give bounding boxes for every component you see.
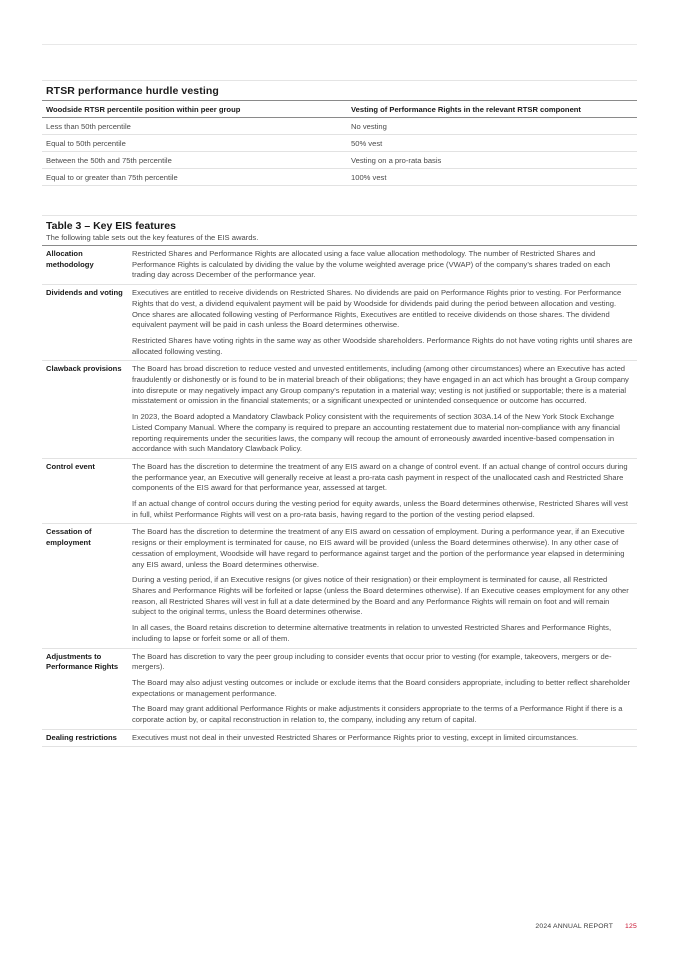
eis-title: Table 3 – Key EIS features — [46, 220, 176, 232]
row-body — [132, 733, 637, 745]
report-name: 2024 ANNUAL REPORT — [535, 923, 613, 930]
eis-row-adjustments — [42, 649, 637, 730]
paragraph: The Board has discretion to vary the peer group including to consider events that occur prior to vesting (for example, takeovers, mergers or de-mergers). — [132, 651, 612, 672]
column-header-vesting: Vesting of Performance Rights in the relevant RTSR component — [347, 101, 637, 118]
paragraph: The Board has the discretion to determine the treatment of any EIS award on cessation of employment. During a performance year, if an Executive resigns or their employment is terminated for cause, no EIS award will be provided (unless the Board determines otherwise). In any other case of cessation of employment, Woodside will have regard to performance against target and the portion of the performance year elapsed in determining any EIS award, unless the Board determines otherwise. — [132, 527, 625, 569]
top-divider — [42, 44, 637, 45]
row-body — [132, 527, 637, 645]
section-divider — [42, 215, 637, 216]
row-body — [132, 364, 637, 456]
row-body — [132, 652, 637, 727]
table-cell: 100% vest — [347, 169, 637, 186]
table-row — [42, 118, 637, 135]
paragraph: If an actual change of control occurs during the vesting period for equity awards, unless the Board determines otherwise, Restricted Shares will vest in full, whilst Performance Rights will vest on a pro-rata basis, having regard to the portion of the vesting period elapsed. — [132, 499, 628, 519]
eis-row-control-event — [42, 459, 637, 525]
table-cell: Less than 50th percentile — [42, 118, 347, 135]
paragraph: Restricted Shares and Performance Rights are allocated using a face value allocation methodology. The number of Restricted Shares and Performance Rights is calculated by dividing the value by the volume weighted average price (VWAP) of the company’s shares traded on each trading day across December of the performance year. — [132, 249, 611, 280]
row-body — [132, 249, 637, 282]
eis-row-clawback — [42, 361, 637, 459]
table-cell: Equal to or greater than 75th percentile — [42, 169, 347, 186]
paragraph: Executives must not deal in their unvested Restricted Shares or Performance Rights prior to vesting, except in limited circumstances. — [132, 732, 579, 742]
rtsr-vesting-section — [42, 80, 637, 186]
eis-features-section — [42, 215, 637, 747]
table-header-row — [42, 101, 637, 118]
table-cell: 50% vest — [347, 135, 637, 152]
row-label: Cessation of employment — [46, 527, 92, 548]
paragraph: In 2023, the Board adopted a Mandatory Clawback Policy consistent with the requirements of section 303A.14 of the New York Stock Exchange Listed Company Manual. Where the company is required to prepare an accounting restatement due to material non-compliance with any financial reporting requirements under the securities laws, the company will recoup the amount of erroneously awarded incentive-based compensation in accordance with such Mandatory Clawback Policy. — [132, 412, 620, 454]
row-label: Control event — [46, 461, 95, 471]
rtsr-table — [42, 101, 637, 186]
row-label: Clawback provisions — [46, 364, 122, 374]
table-row — [42, 169, 637, 186]
row-label: Dealing restrictions — [46, 732, 117, 742]
eis-subtitle: The following table sets out the key features of the EIS awards. — [46, 233, 259, 242]
row-label: Dividends and voting — [46, 288, 123, 298]
row-label: Allocation methodology — [46, 249, 94, 269]
paragraph: The Board has broad discretion to reduce vested and unvested entitlements, including (among other circumstances) where an Executive has acted fraudulently or dishonestly or is found to be in material breach of their obligations; they have engaged in an act which has brought a Group company into disrepute or may negatively impact any Group company’s reputation in a material way; vesting is not justified or supportable; there is a material misstatement or omission in the financial statements; or a significant unexpected or unintended consequence or outcome has occurred. — [132, 364, 629, 406]
row-body — [132, 288, 637, 358]
paragraph: Restricted Shares have voting rights in the same way as other Woodside shareholders. Performance Rights do not have voting rights until shares are allocated following vesting. — [132, 335, 633, 356]
table-row — [42, 135, 637, 152]
eis-row-dividends — [42, 285, 637, 361]
row-label: Adjustments to Performance Rights — [46, 651, 119, 672]
table-cell: Between the 50th and 75th percentile — [42, 152, 347, 169]
rtsr-title: RTSR performance hurdle vesting — [46, 85, 219, 97]
table-cell: Equal to 50th percentile — [42, 135, 347, 152]
eis-row-allocation — [42, 246, 637, 285]
row-body — [132, 462, 637, 522]
paragraph: During a vesting period, if an Executive resigns (or gives notice of their resignation) or their employment is terminated for cause, all Restricted Shares and Performance Rights will be forfeited or lapse (unless the Board determines otherwise). If an Executive ceases employment for any other reason, all Restricted Shares will vest in full at a date determined by the Board and any Performance Rights will remain on foot and will remain subject to the original terms, unless the Board determines otherwise. — [132, 575, 629, 617]
paragraph: The Board has the discretion to determine the treatment of any EIS award on a change of control event. If an actual change of control occurs during the performance year, an Executive will generally receive at least a pro-rata cash payment in respect of the unallocated cash and Restricted Share components of the EIS award for that performance year, assessed at target. — [132, 461, 628, 493]
paragraph: Executives are entitled to receive dividends on Restricted Shares. No dividends are paid on Performance Rights prior to vesting. For Performance Rights that do vest, a dividend equivalent payment will be paid by Woodside for dividends paid during the period between allocation and vesting. Once shares are allocated following vesting of Performance Rights, Executives are entitled to receive dividends on those shares. The dividend equivalent payment will be paid in cash unless the Board determines otherwise. — [132, 288, 622, 330]
table-row — [42, 152, 637, 169]
column-header-percentile: Woodside RTSR percentile position within peer group — [42, 101, 347, 118]
section-divider — [42, 80, 637, 81]
paragraph: The Board may grant additional Performance Rights or make adjustments it considers appropriate to the terms of a Performance Right if there is a corporate action by, or capital reconstruction in relation to, the company, including any return of capital. — [132, 704, 623, 725]
eis-row-dealing — [42, 730, 637, 748]
paragraph: In all cases, the Board retains discretion to determine alternative treatments in relation to unvested Restricted Shares and Performance Rights, including to lapse or forfeit some or all of them. — [132, 623, 612, 643]
table-cell: Vesting on a pro-rata basis — [347, 152, 637, 169]
eis-row-cessation — [42, 524, 637, 648]
page-footer — [535, 923, 637, 930]
paragraph: The Board may also adjust vesting outcomes or include or exclude items that the Board considers appropriate, including to better reflect shareholder expectations or management performance. — [132, 677, 631, 698]
page-number: 125 — [625, 923, 637, 930]
table-cell: No vesting — [347, 118, 637, 135]
